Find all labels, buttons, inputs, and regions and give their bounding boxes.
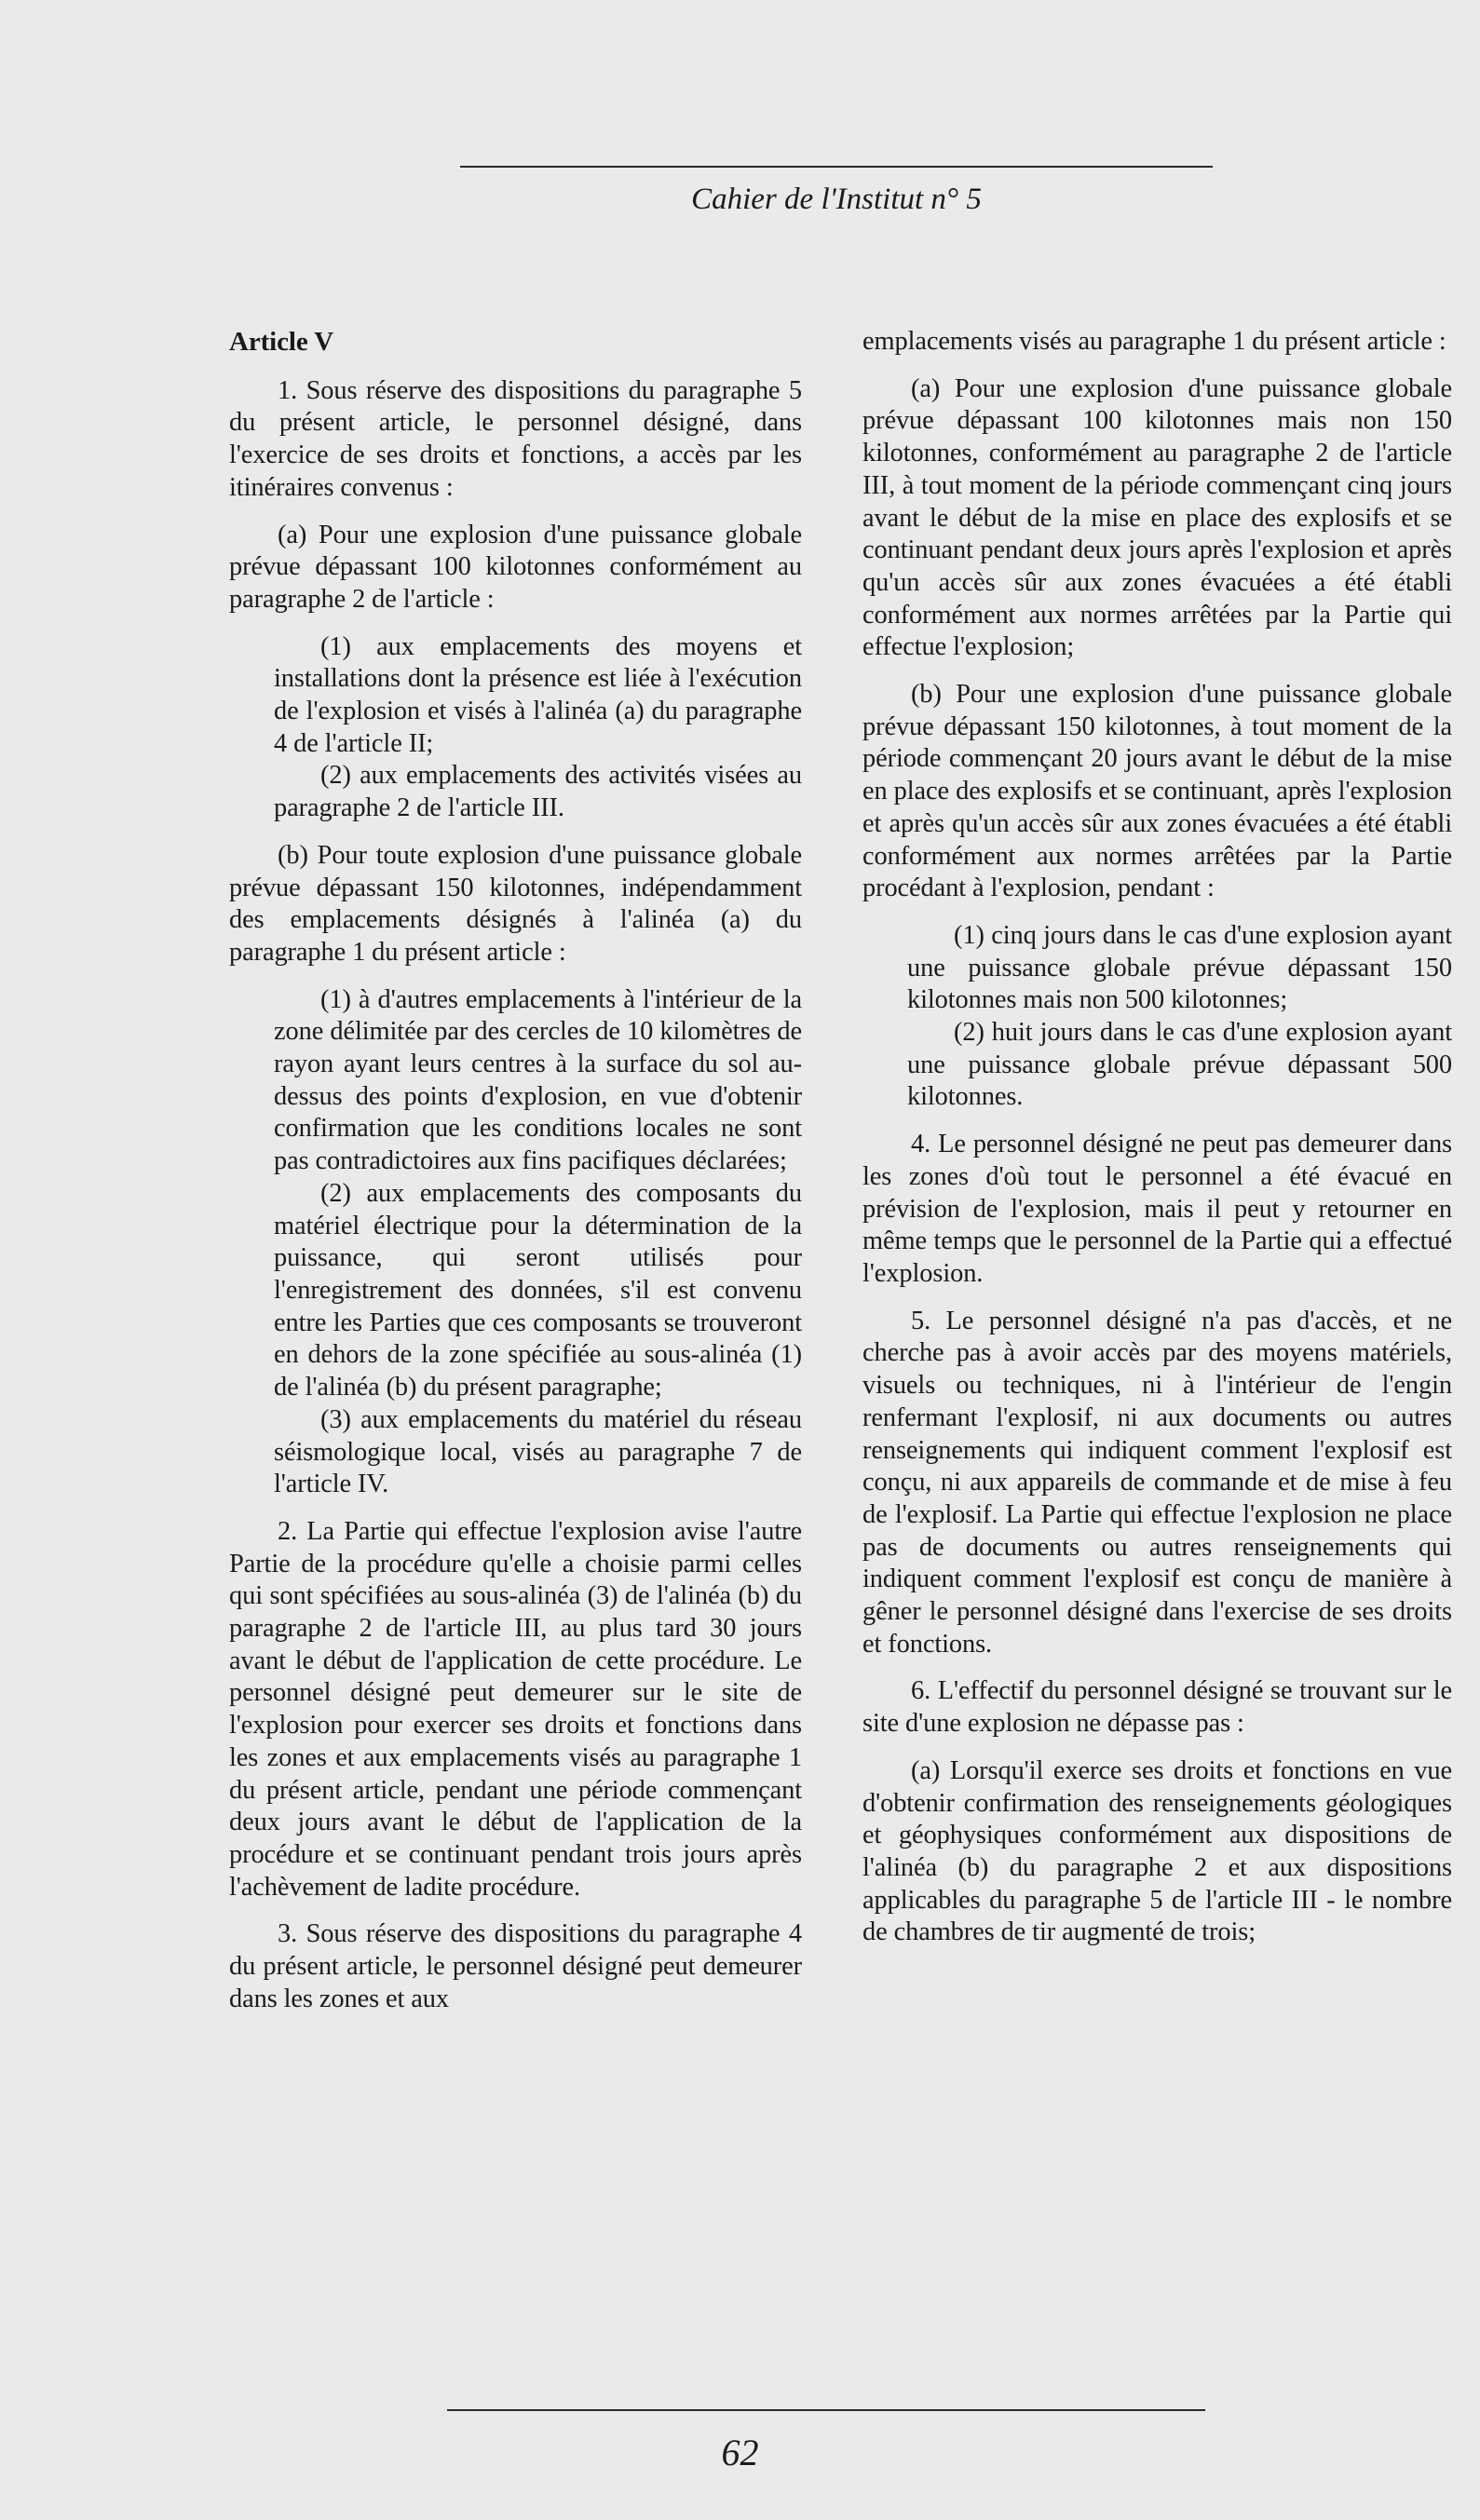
paragraph: 2. La Partie qui effectue l'explosion avise l'autre Partie de la procédure qu'elle a choisie parmi celles qui sont spécifiées au sous-alinéa (3) de l'alinéa (b) du paragraphe 2 de l'article III, au plus tard 30 jours avant le début de l'application de cette procédure. Le personnel désigné peut demeurer sur le site de l'explosion pour exercer ses droits et fonctions dans les zones et aux emplacements visés au paragraphe 1 du présent article, pendant une période commençant deux jours avant le début de l'application de la procédure et se continuant pendant trois jours après l'achèvement de ladite procédure. [229,1516,802,1902]
paragraph: (a) Lorsqu'il exerce ses droits et fonctions en vue d'obtenir confirmation des renseignements géologiques et géophysiques conformément aux dispositions de l'alinéa (b) du paragraphe 2 et aux dispositions applicables du paragraphe 5 de l'article III - le nombre de chambres de tir augmenté de trois; [862,1755,1452,1947]
footer-rule [447,2409,1205,2411]
right-column [862,326,1452,1949]
article-heading: Article V [229,327,334,357]
sub-paragraph: (2) huit jours dans le cas d'une explosion ayant une puissance globale prévue dépassant 500 kilotonnes. [907,1018,1452,1112]
header-rule [460,166,1213,168]
sub-paragraph: (2) aux emplacements des composants du matériel électrique pour la détermination de la puissance, qui seront utilisés pour l'enregistrement des données, s'il est convenu entre les Parties que ces composants se trouveront en dehors de la zone spécifiée au sous-alinéa (1) de l'alinéa (b) du présent paragraphe; [274,1178,802,1402]
paragraph: (a) Pour une explosion d'une puissance globale prévue dépassant 100 kilotonnes mais non 150 kilotonnes, conformément au paragraphe 2 de l'article III, à tout moment de la période commençant cinq jours avant le début de la mise en place des explosifs et se continuant pendant deux jours après l'explosion et après qu'un accès sûr aux zones évacuées a été établi conformément aux normes arrêtées par la Partie qui effectue l'explosion; [862,373,1452,662]
paragraph: (b) Pour toute explosion d'une puissance globale prévue dépassant 150 kilotonnes, indépendamment des emplacements désignés à l'alinéa (a) du paragraphe 1 du présent article : [229,840,802,967]
page-number: 62 [721,2432,759,2473]
running-header: Cahier de l'Institut n° 5 [691,183,982,216]
paragraph: (b) Pour une explosion d'une puissance globale prévue dépassant 150 kilotonnes, à tout moment de la période commençant 20 jours avant le début de la mise en place des explosifs et se continuant, après l'explosion et après qu'un accès sûr aux zones évacuées a été établi conformément aux normes arrêtées par la Partie procédant à l'explosion, pendant : [862,680,1452,903]
paragraph: 5. Le personnel désigné n'a pas d'accès, et ne cherche pas à avoir accès par des moyens matériels, visuels ou techniques, ni à l'intérieur de l'engin renfermant l'explosif, ni aux documents ou autres renseignements qui indiquent comment l'explosif est conçu, ni aux appareils de commande et de mise à feu de l'explosif. La Partie qui effectue l'explosion ne place pas de documents ou autres renseignements qui indiquent comment l'explosif est conçu de manière à gêner le personnel désigné dans l'exercise de ses droits et fonctions. [862,1306,1452,1659]
left-column [229,326,802,2015]
sub-paragraph: (2) aux emplacements des activités visées au paragraphe 2 de l'article III. [274,761,802,823]
paragraph: 6. L'effectif du personnel désigné se trouvant sur le site d'une explosion ne dépasse pas : [862,1676,1452,1739]
paragraph: 4. Le personnel désigné ne peut pas demeurer dans les zones d'où tout le personnel a été évacué en prévision de l'explosion, mais il peut y retourner en même temps que le personnel de la Partie qui a effectué l'explosion. [862,1130,1452,1288]
sub-paragraph: (1) aux emplacements des moyens et installations dont la présence est liée à l'exécution de l'explosion et visés à l'alinéa (a) du paragraphe 4 de l'article II; [274,631,802,758]
paragraph: (a) Pour une explosion d'une puissance globale prévue dépassant 100 kilotonnes conformément au paragraphe 2 de l'article : [229,520,802,614]
sub-paragraph: (1) à d'autres emplacements à l'intérieur de la zone délimitée par des cercles de 10 kilomètres de rayon ayant leurs centres à la surface du sol au-dessus des points d'explosion, en vue d'obtenir confirmation que les conditions locales ne sont pas contradictoires aux fins pacifiques déclarées; [274,984,802,1176]
sub-paragraph: (1) cinq jours dans le cas d'une explosion ayant une puissance globale prévue dépassant 150 kilotonnes mais non 500 kilotonnes; [907,920,1452,1015]
sub-paragraph: (3) aux emplacements du matériel du réseau séismologique local, visés au paragraphe 7 de l'article IV. [274,1404,802,1499]
paragraph: emplacements visés au paragraphe 1 du présent article : [862,327,1446,356]
paragraph: 1. Sous réserve des dispositions du paragraphe 5 du présent article, le personnel désigné, dans l'exercice de ses droits et fonctions, a accès par les itinéraires convenus : [229,375,802,502]
paragraph: 3. Sous réserve des dispositions du paragraphe 4 du présent article, le personnel désigné peut demeurer dans les zones et aux [229,1919,802,2013]
